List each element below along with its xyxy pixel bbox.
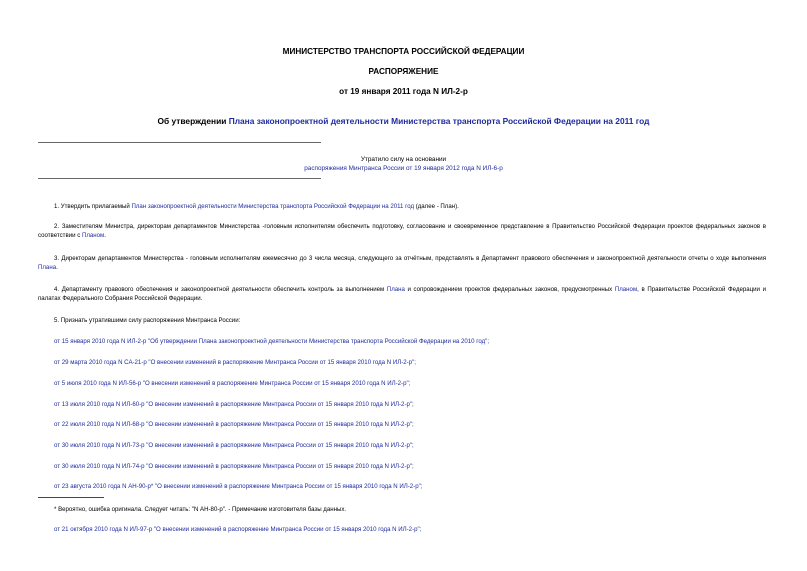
status-note-text: Утратило силу на основании [360,156,447,163]
revoked-link[interactable]: от 21 октября 2010 года N ИЛ-97-р "О внесении изменений в распоряжение Минтранса России от 15 января 2010 года N ИЛ-2-р"; [54,526,422,533]
p4-plan-link-1[interactable]: Плана [386,286,405,293]
revoked-item[interactable] [54,441,414,450]
p1-tail: (далее - План). [414,203,459,210]
p3-tail: . [56,264,58,272]
p1-plan-link[interactable]: План законопроектной деятельности Министерства транспорта Российской Федерации на 2011 год [131,203,415,210]
paragraph-3 [38,254,766,273]
revoked-item[interactable] [54,379,410,388]
document-title [0,116,807,127]
paragraph-2 [38,222,766,241]
p3-text: 3. Директорам департаментов Министерства - головным исполнителям ежемесячно до 3 числа месяца, следующего за отчётным, представлять в Департамент правового обеспечения и законопроектной деятельности отчеты о ходе выполнения [54,255,766,262]
p4-text: 4. Департаменту правового обеспечения и законопроектной деятельности обеспечить контроль за выполнением [54,286,387,293]
title-prefix: Об утверждении [157,116,229,126]
revoked-link[interactable]: от 30 июля 2010 года N ИЛ-73-р "О внесении изменений в распоряжение Минтранса России от 15 января 2010 года N ИЛ-2-р"; [54,442,414,449]
bottom-divider [38,178,321,179]
revoked-link[interactable]: от 13 июля 2010 года N ИЛ-60-р "О внесении изменений в распоряжение Минтранса России от 15 января 2010 года N ИЛ-2-р"; [54,401,414,408]
revoked-link[interactable]: от 5 июля 2010 года N ИЛ-56-р "О внесении изменений в распоряжение Минтранса России от 15 января 2010 года N ИЛ-2-р"; [54,380,411,387]
p4-text-2: и сопровождением проектов федеральных законов, предусмотренных [404,286,615,293]
p4-plan-link-2[interactable]: Планом [614,286,638,293]
revoked-link[interactable]: от 30 июля 2010 года N ИЛ-74-р "О внесении изменений в распоряжение Минтранса России от 15 января 2010 года N ИЛ-2-р"; [54,463,414,470]
p2-tail: . [104,232,106,240]
top-divider [38,142,321,143]
revoked-link[interactable]: от 29 марта 2010 года N СА-21-р "О внесении изменений в распоряжение Минтранса России от 15 января 2010 года N ИЛ-2-р"; [54,359,416,366]
revoked-link[interactable]: от 15 января 2010 года N ИЛ-2-р "Об утверждении Плана законопроектной деятельности Министерства транспорта Российской Федерации на 2010 год"; [54,338,490,345]
revoked-link[interactable]: от 23 августа 2010 года N АН-90-р* "О внесении изменений в распоряжение Минтранса России от 15 января 2010 года N ИЛ-2-р"; [54,483,423,490]
revoked-item[interactable] [54,337,489,346]
p2-text: 2. Заместителям Министра, директорам департаментов Министерства -головным исполнителям обеспечить подготовку, согласование и своевременное представление в Правительство Российской Федерации проектов федеральных законов в соответствии с [38,223,766,240]
paragraph-1 [38,202,766,211]
revoked-item[interactable] [54,462,414,471]
paragraph-4 [38,285,766,304]
status-note-link[interactable]: распоряжения Минтранса России от 19 января 2012 года N ИЛ-6-р [304,165,503,172]
document-type: РАСПОРЯЖЕНИЕ [368,67,439,76]
ministry-name: МИНИСТЕРСТВО ТРАНСПОРТА РОССИЙСКОЙ ФЕДЕРАЦИИ [282,47,525,56]
footnote: * Вероятно, ошибка оригинала. Следует читать: "N АН-80-р". - Примечание изготовителя базы данных. [54,506,347,513]
p1-text: 1. Утвердить прилагаемый [54,203,132,210]
p2-plan-link[interactable]: Планом [81,232,105,240]
revoked-item[interactable] [54,482,422,491]
revoked-item[interactable] [54,400,414,409]
paragraph-5: 5. Признать утратившими силу распоряжения Минтранса России: [54,317,241,324]
status-note-line [0,164,807,173]
revoked-item[interactable] [54,525,421,534]
title-plan-link[interactable]: Плана законопроектной деятельности Министерства транспорта Российской Федерации на 2011 год [228,116,650,126]
p4-tail: , в Правительстве Российской Федерации и палатах Федерального Собрания Российской Федерации. [38,286,766,303]
revoked-item[interactable] [54,420,414,429]
p3-plan-link[interactable]: Плана [38,264,57,272]
revoked-item[interactable] [54,358,416,367]
document-date: от 19 января 2011 года N ИЛ-2-р [339,87,468,96]
revoked-link[interactable]: от 22 июля 2010 года N ИЛ-68-р "О внесении изменений в распоряжение Минтранса России от 15 января 2010 года N ИЛ-2-р"; [54,421,414,428]
footnote-divider [38,497,104,498]
